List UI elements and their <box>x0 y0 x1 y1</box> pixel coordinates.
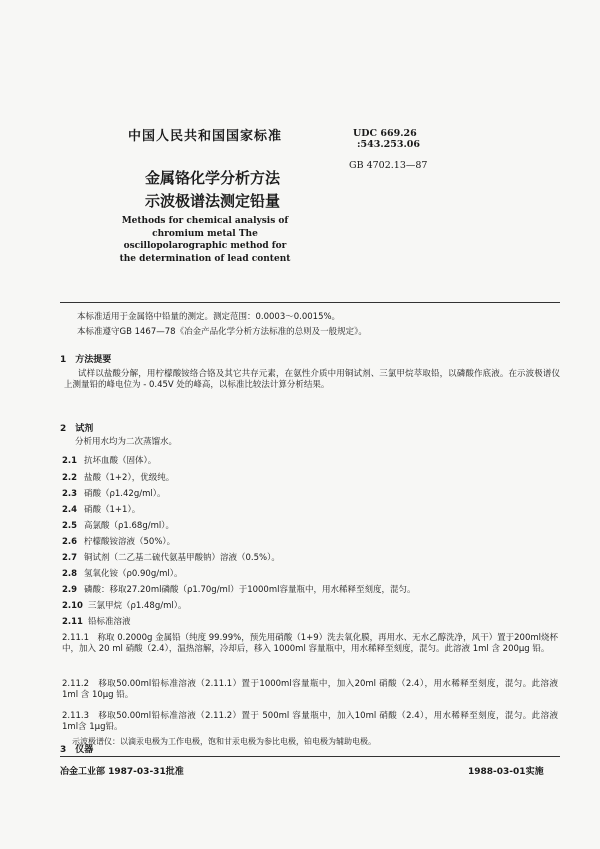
implementation-date: 1988-03-01实施 <box>468 767 544 777</box>
reagent-item: 2.8 氢氧化铵（ρ0.90g/ml）。 <box>62 569 183 579</box>
reagent-item: 2.5 高氯酸（ρ1.68g/ml）。 <box>62 521 174 531</box>
reagent-item: 2.2 盐酸（1+2），优级纯。 <box>62 473 175 483</box>
section-1-heading: 1 方法提要 <box>60 355 112 365</box>
reagent-item: 2.6 柠檬酸铵溶液（50%）。 <box>62 537 176 547</box>
intro-paragraph-2: 本标准遵守GB 1467—78《冶金产品化学分析方法标准的总则及一般规定》。 <box>77 327 367 337</box>
reagent-2-11-3: 2.11.3 移取50.00ml铅标准溶液（2.11.2）置于 500ml 容量瓶中，加入10ml 硝酸（2.4），用水稀释至刻度，混匀。此溶液 1ml含 1μg铅。 <box>62 711 558 732</box>
reagent-item: 2.7 铜试剂（二乙基二硫代氨基甲酸钠）溶液（0.5%）。 <box>62 553 280 563</box>
standard-title: 中国人民共和国国家标准 <box>128 129 283 144</box>
footer-divider <box>60 756 560 757</box>
reagent-item: 2.9 磷酸：移取27.20ml磷酸（ρ1.70g/ml）于1000ml容量瓶中，用水稀释至刻度，混匀。 <box>62 585 416 595</box>
section-2-intro: 分析用水均为二次蒸馏水。 <box>75 437 178 447</box>
section-3-body: 示波极谱仪：以滴汞电极为工作电极，饱和甘汞电极为参比电极，铂电极为辅助电极。 <box>72 737 376 746</box>
approval-info: 冶金工业部 1987-03-31批准 <box>60 767 184 777</box>
reagent-item: 2.3 硝酸（ρ1.42g/ml）。 <box>62 489 166 499</box>
udc-code <box>353 128 420 150</box>
reagent-item: 2.10 三氯甲烷（ρ1.48g/ml）。 <box>62 601 187 611</box>
header-divider <box>60 302 560 303</box>
udc-line-1: UDC 669.26 <box>353 128 417 139</box>
section-1-body: 试样以盐酸分解，用柠檬酸铵络合铬及其它共存元素，在氨性介质中用铜试剂、三氯甲烷萃取铅，以磷酸作底液。在示波极谱仪上测量铅的峰电位为 - 0.45V 处的峰高，以标准比较法计算分析结果。 <box>64 369 560 390</box>
gb-number: GB 4702.13—87 <box>349 160 428 171</box>
section-2-heading: 2 试剂 <box>60 424 94 434</box>
title-cn-line-2: 示波极谱法测定铅量 <box>145 192 281 210</box>
udc-line-2: :543.253.06 <box>357 139 421 150</box>
reagent-item: 2.4 硝酸（1+1）。 <box>62 505 141 515</box>
document-title-cn <box>145 167 280 213</box>
document-title-en: Methods for chemical analysis of chromium metal The oscillopolarographic method for the determination of lead content <box>119 216 291 264</box>
reagent-item: 2.11 铅标准溶液 <box>62 617 131 627</box>
section-3-heading: 3 仪器 <box>60 742 93 755</box>
reagent-2-11-2: 2.11.2 移取50.00ml铅标准溶液（2.11.1）置于1000ml容量瓶中，加入20ml 硝酸（2.4），用水稀释至刻度，混匀。此溶液 1ml 含 10μg 铅。 <box>62 679 558 700</box>
intro-paragraph-1: 本标准适用于金属铬中铅量的测定。测定范围：0.0003～0.0015%。 <box>77 312 341 322</box>
reagent-item: 2.1 抗坏血酸（固体）。 <box>62 456 157 466</box>
title-cn-line-1: 金属铬化学分析方法 <box>145 169 281 187</box>
reagent-2-11-1: 2.11.1 称取 0.2000g 金属铅（纯度 99.99%，预先用硝酸（1+9）洗去氧化膜，再用水、无水乙醇洗净，风干）置于200ml烧杯中，加入 20 ml 硝酸（2.4），温热溶解，冷却后，移入 1000ml 容量瓶中，用水稀释至刻度，混匀。此溶液 1ml 含 200μg 铅。 <box>62 633 558 654</box>
